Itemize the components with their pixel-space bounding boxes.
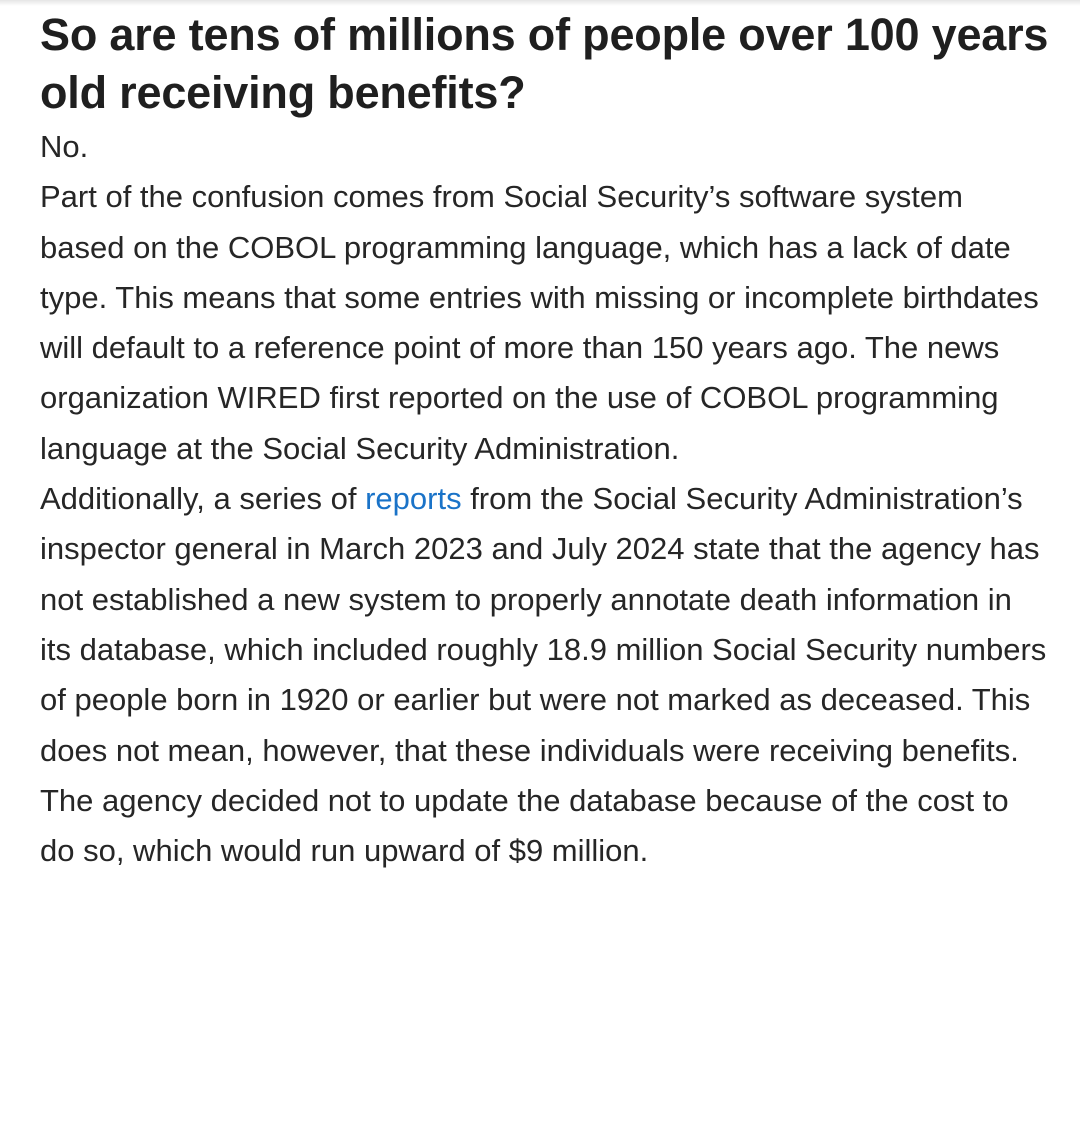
paragraph-reports-text-before: Additionally, a series of [40, 481, 366, 517]
paragraph-reports [40, 474, 1050, 776]
paragraph-cobol: Part of the confusion comes from Social Security’s software system based on the COBOL programming language, which has a lack of date type. This means that some entries with missing or incomplete birthdates will default to a reference point of more than 150 years ago. The news organization WIRED first reported on the use of COBOL programming language at the Social Security Administration. [40, 179, 1039, 466]
article-body [40, 6, 1050, 876]
answer-paragraph: No. [40, 129, 89, 164]
reports-link[interactable]: reports [365, 481, 462, 517]
section-headline: So are tens of millions of people over 100 years old receiving benefits? [40, 9, 1049, 118]
paragraph-cost: The agency decided not to update the database because of the cost to do so, which would run upward of $9 million. [40, 782, 1009, 869]
paragraph-reports-text-after: from the Social Security Administration’s inspector general in March 2023 and July 2024 state that the agency has not established a new system to properly annotate death information in its database, which included roughly 18.9 million Social Security numbers of people born in 1920 or earlier but were not marked as deceased. This does not mean, however, that these individuals were receiving benefits. [40, 481, 1047, 768]
